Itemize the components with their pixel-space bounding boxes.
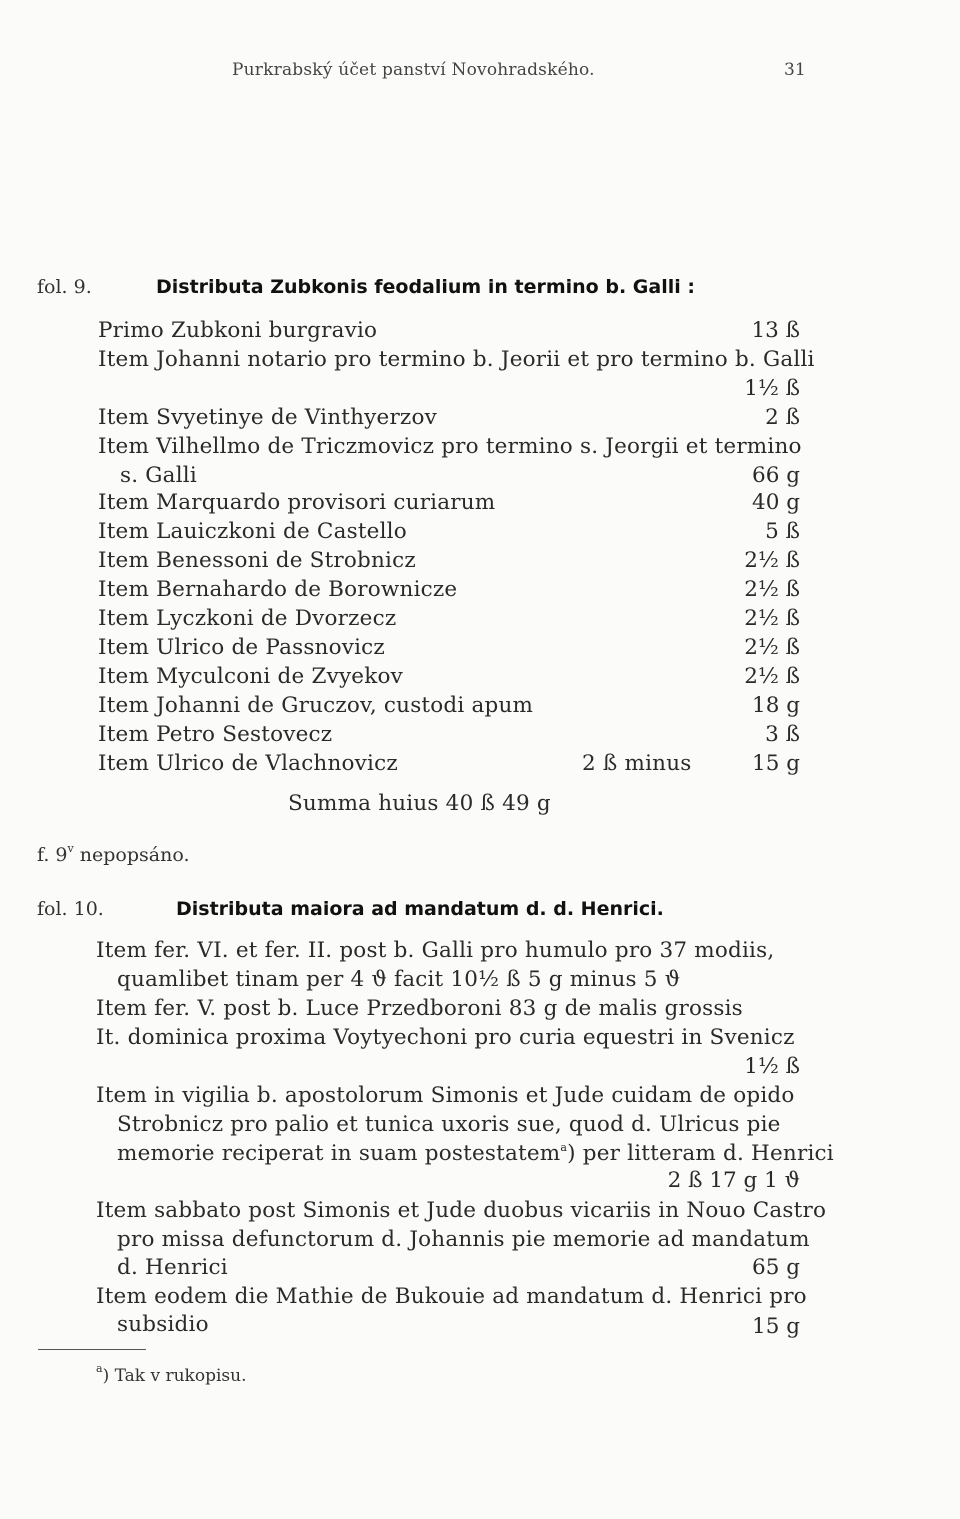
entry-line: It. dominica proxima Voytyechoni pro curia equestri in Svenicz (96, 1025, 795, 1050)
amount: 2½ ß (744, 606, 800, 631)
entry-line: Item Johanni de Gruczov, custodi apum (98, 693, 534, 718)
entry-line: Item Bernahardo de Borownicze (98, 577, 458, 602)
entry-line: memorie reciperat in suam postestatem$^a$) per litteram d. Henrici (117, 1141, 834, 1166)
footnote: $^a$) Tak v rukopisu. (96, 1362, 247, 1386)
folio-marker-10: fol. 10. (37, 898, 104, 920)
entry-line: Item Benessoni de Strobnicz (98, 548, 416, 573)
amount: 2 ß (765, 405, 800, 430)
entry-line: Item Lauiczkoni de Castello (98, 519, 407, 544)
page-number: 31 (784, 60, 806, 80)
entry-line: Item Marquardo provisori curiarum (98, 490, 496, 515)
entry-line: Primo Zubkoni burgravio (98, 318, 378, 343)
amount: 66 g (752, 463, 800, 488)
entry-line: Strobnicz pro palio et tunica uxoris sue, quod d. Ulricus pie (117, 1112, 781, 1137)
entry-line: Item Myculconi de Zvyekov (98, 664, 403, 689)
section-heading-maiora: Distributa maiora ad mandatum d. d. Henrici. (176, 898, 664, 920)
footnote-rule (38, 1349, 146, 1350)
entry-line: Item in vigilia b. apostolorum Simonis et Jude cuidam de opido (96, 1083, 795, 1108)
amount: 1½ ß (744, 376, 800, 401)
entry-line: subsidio (117, 1312, 209, 1337)
entry-line: s. Galli (120, 463, 197, 488)
summa-total: Summa huius 40 ß 49 g (288, 791, 551, 816)
amount: 13 ß (751, 318, 800, 343)
margin-note-f9v: f. 9$^v$ nepopsáno. (37, 842, 190, 866)
amount: 5 ß (765, 519, 800, 544)
entry-line: Item Vilhellmo de Triczmovicz pro termino s. Jeorgii et termino (98, 434, 802, 459)
entry-line: Item fer. V. post b. Luce Przedboroni 83 g de malis grossis (96, 996, 743, 1021)
amount: 1½ ß (744, 1054, 800, 1079)
amount: 18 g (752, 693, 800, 718)
vlach-extra-amount: 2 ß minus (582, 751, 692, 776)
entry-line: Item fer. VI. et fer. II. post b. Galli pro humulo pro 37 modiis, (96, 938, 775, 963)
entry-line: d. Henrici (117, 1255, 228, 1280)
entry-line: Item Petro Sestovecz (98, 722, 333, 747)
amount: 2½ ß (744, 635, 800, 660)
amount: 3 ß (765, 722, 800, 747)
amount: 2½ ß (744, 548, 800, 573)
amount: 40 g (752, 490, 800, 515)
amount: 15 g (752, 751, 800, 776)
footnote-mark: a (560, 1141, 568, 1154)
entry-line: Item Lyczkoni de Dvorzecz (98, 606, 397, 631)
entry-line: Item Ulrico de Passnovicz (98, 635, 385, 660)
folio-marker-9: fol. 9. (37, 276, 92, 298)
amount: 2½ ß (744, 577, 800, 602)
entry-line: Item eodem die Mathie de Bukouie ad mandatum d. Henrici pro (96, 1284, 807, 1309)
entry-line: quamlibet tinam per 4 ϑ facit 10½ ß 5 g minus 5 ϑ (117, 967, 681, 992)
section-heading-zubkonis: Distributa Zubkonis feodalium in termino b. Galli : (156, 276, 695, 298)
running-title: Purkrabský účet panství Novohradského. (232, 60, 595, 80)
amount: 65 g (752, 1255, 800, 1280)
amount: 15 g (752, 1314, 800, 1339)
entry-line: Item Ulrico de Vlachnovicz (98, 751, 398, 776)
entry-line: Item sabbato post Simonis et Jude duobus vicariis in Nouo Castro (96, 1198, 827, 1223)
amount: 2 ß 17 g 1 ϑ (667, 1168, 800, 1193)
entry-line: Item Svyetinye de Vinthyerzov (98, 405, 437, 430)
amount: 2½ ß (744, 664, 800, 689)
entry-line: Item Johanni notario pro termino b. Jeorii et pro termino b. Galli (98, 347, 815, 372)
entry-line: pro missa defunctorum d. Johannis pie memorie ad mandatum (117, 1227, 810, 1252)
